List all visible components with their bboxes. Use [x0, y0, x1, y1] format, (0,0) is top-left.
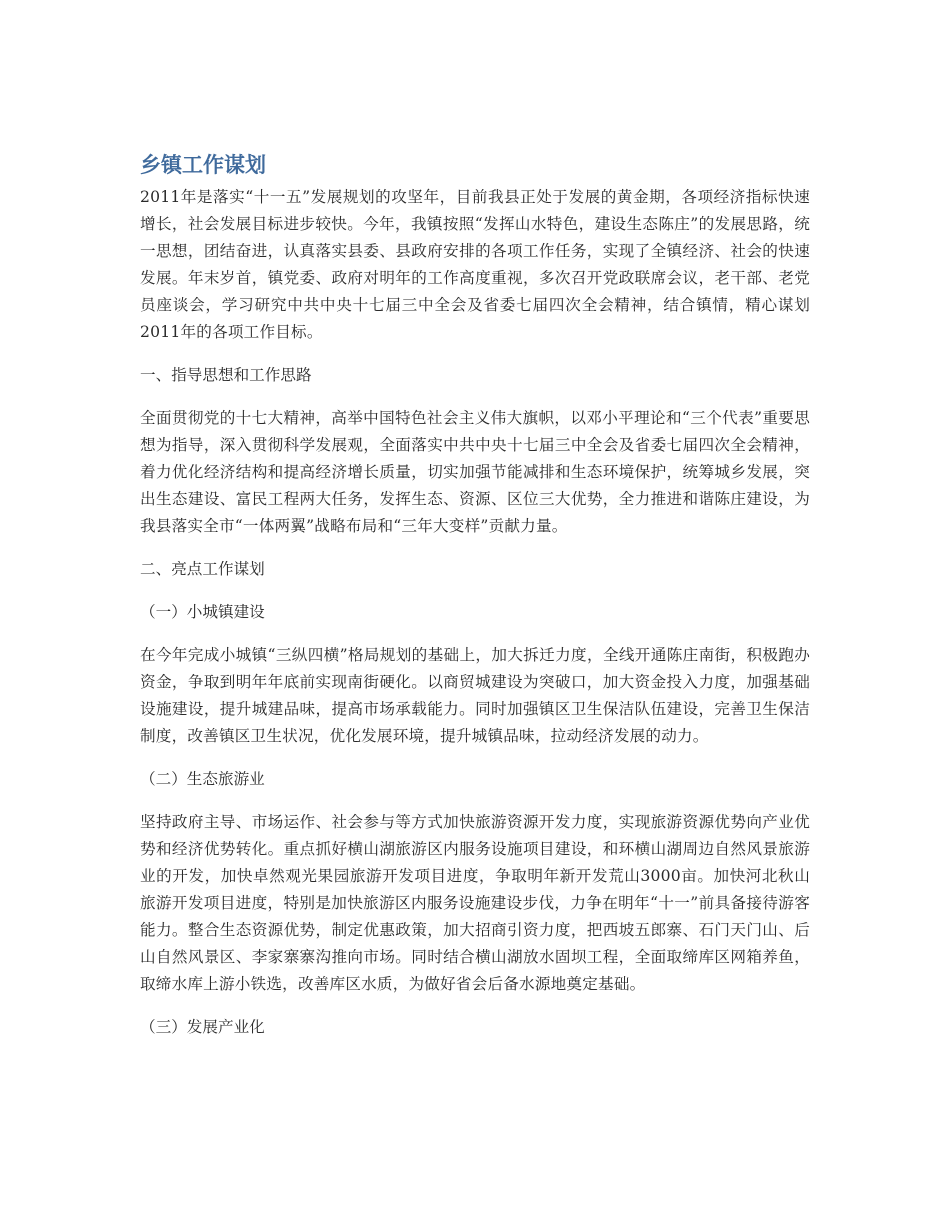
- section-body-guiding-ideology: 全面贯彻党的十七大精神，高举中国特色社会主义伟大旗帜，以邓小平理论和“三个代表”重要思想为指导，深入贯彻科学发展观，全面落实中共中央十七届三中全会及省委七届四次全会精神，着力优化经济结构和提高经济增长质量，切实加强节能减排和生态环境保护，统筹城乡发展，突出生态建设、富民工程两大任务，发挥生态、资源、区位三大优势，全力推进和谐陈庄建设，为我县落实全市“一体两翼”战略布局和“三年大变样”贡献力量。: [140, 409, 810, 535]
- section-heading-highlight-work: 二、亮点工作谋划: [140, 560, 265, 578]
- subsection-heading-industrialization: （三）发展产业化: [140, 1018, 265, 1036]
- subsection-heading-town-construction: （一）小城镇建设: [140, 603, 265, 621]
- subsection-heading-eco-tourism: （二）生态旅游业: [140, 770, 265, 788]
- section-heading-guiding-ideology: 一、指导思想和工作思路: [140, 366, 312, 384]
- subsection-body-eco-tourism: 坚持政府主导、市场运作、社会参与等方式加快旅游资源开发力度，实现旅游资源优势向产业优势和经济优势转化。重点抓好横山湖旅游区内服务设施项目建设，和环横山湖周边自然风景旅游业的开发，加快卓然观光果园旅游开发项目进度，争取明年新开发荒山3000亩。加快河北秋山旅游开发项目进度，特别是加快旅游区内服务设施建设步伐，力争在明年“十一”前具备接待游客能力。整合生态资源优势，制定优惠政策，加大招商引资力度，把西坡五郎寨、石门天门山、后山自然风景区、李家寨寨沟推向市场。同时结合横山湖放水固坝工程，全面取缔库区网箱养鱼，取缔水库上游小铁选，改善库区水质，为做好省会后备水源地奠定基础。: [140, 813, 810, 993]
- document-page: [140, 148, 810, 1057]
- subsection-body-town-construction: 在今年完成小城镇“三纵四横”格局规划的基础上，加大拆迁力度，全线开通陈庄南街，积极跑办资金，争取到明年年底前实现南街硬化。以商贸城建设为突破口，加大资金投入力度，加强基础设施建设，提升城建品味，提高市场承载能力。同时加强镇区卫生保洁队伍建设，完善卫生保洁制度，改善镇区卫生状况，优化发展环境，提升城镇品味，拉动经济发展的动力。: [140, 646, 810, 745]
- document-title: 乡镇工作谋划: [140, 153, 266, 177]
- intro-paragraph: 2011年是落实“十一五”发展规划的攻坚年，目前我县正处于发展的黄金期，各项经济指标快速增长，社会发展目标进步较快。今年，我镇按照“发挥山水特色，建设生态陈庄”的发展思路，统一思想，团结奋进，认真落实县委、县政府安排的各项工作任务，实现了全镇经济、社会的快速发展。年末岁首，镇党委、政府对明年的工作高度重视，多次召开党政联席会议，老干部、老党员座谈会，学习研究中共中央十七届三中全会及省委七届四次全会精神，结合镇情，精心谋划2011年的各项工作目标。: [140, 188, 810, 341]
